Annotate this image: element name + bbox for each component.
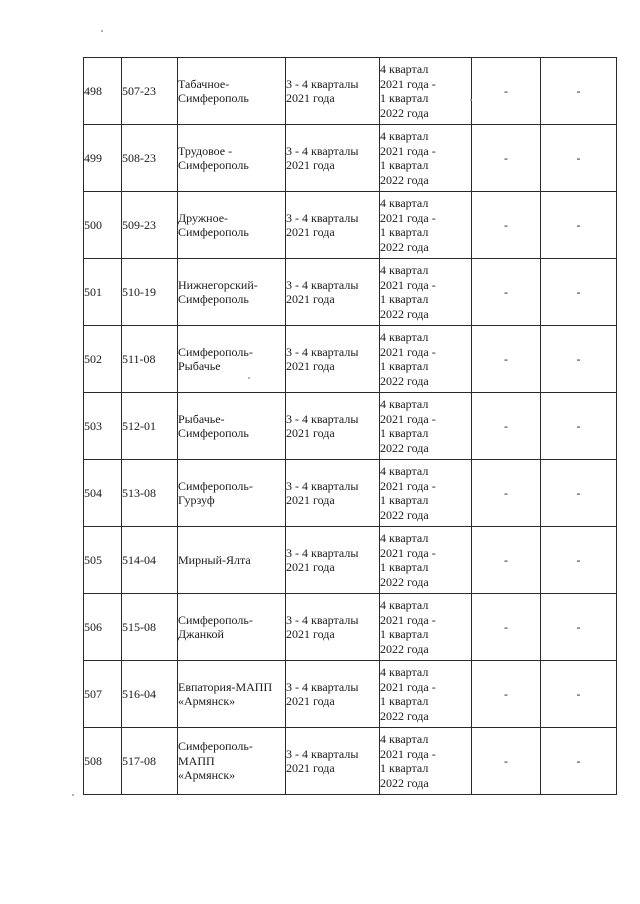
cell-route-code xyxy=(122,393,178,460)
cell-start-period-text: 3 - 4 кварталы 2021 года xyxy=(286,478,359,507)
cell-route-code-text: 508-23 xyxy=(122,150,156,165)
cell-row-number-text: 507 xyxy=(84,686,102,701)
cell-start-period xyxy=(286,58,380,125)
cell-end-period xyxy=(380,125,472,192)
cell-end-period-text: 4 квартал 2021 года - 1 квартал 2022 года xyxy=(380,464,436,522)
cell-route-name xyxy=(178,527,286,594)
cell-row-number xyxy=(84,728,122,795)
cell-column-6-text: - xyxy=(504,217,508,232)
cell-row-number-text: 501 xyxy=(84,284,102,299)
cell-row-number-text: 505 xyxy=(84,552,102,567)
cell-end-period-text: 4 квартал 2021 года - 1 квартал 2022 года xyxy=(380,196,436,254)
cell-column-7-text: - xyxy=(576,619,581,634)
cell-route-code xyxy=(122,259,178,326)
cell-row-number xyxy=(84,192,122,259)
cell-route-code-text: 511-08 xyxy=(122,351,156,366)
cell-column-6 xyxy=(472,661,541,728)
cell-column-6-text: - xyxy=(504,83,508,98)
cell-column-6-text: - xyxy=(504,619,508,634)
cell-start-period-text: 3 - 4 кварталы 2021 года xyxy=(286,612,359,641)
cell-row-number xyxy=(84,125,122,192)
cell-route-name-text: Трудовое - Симферополь xyxy=(178,143,249,172)
scan-speck xyxy=(101,30,103,32)
cell-end-period xyxy=(380,460,472,527)
cell-end-period xyxy=(380,58,472,125)
table-row xyxy=(84,594,617,661)
cell-column-7-text: - xyxy=(576,753,581,768)
cell-column-7 xyxy=(541,326,617,393)
cell-column-7-text: - xyxy=(576,83,581,98)
cell-row-number-text: 506 xyxy=(84,619,102,634)
cell-route-code xyxy=(122,594,178,661)
cell-start-period xyxy=(286,661,380,728)
cell-column-7-text: - xyxy=(576,686,581,701)
cell-row-number xyxy=(84,527,122,594)
cell-column-7 xyxy=(541,728,617,795)
cell-column-7-text: - xyxy=(576,351,581,366)
cell-start-period xyxy=(286,460,380,527)
cell-route-code-text: 517-08 xyxy=(122,753,156,768)
cell-column-6 xyxy=(472,125,541,192)
cell-column-6-text: - xyxy=(504,150,508,165)
cell-column-6 xyxy=(472,192,541,259)
cell-column-7 xyxy=(541,393,617,460)
cell-end-period-text: 4 квартал 2021 года - 1 квартал 2022 года xyxy=(380,129,436,187)
cell-route-name-text: Дружное- Симферополь xyxy=(178,210,249,239)
cell-column-6-text: - xyxy=(504,351,508,366)
cell-start-period-text: 3 - 4 кварталы 2021 года xyxy=(286,679,359,708)
cell-row-number-text: 499 xyxy=(84,150,102,165)
cell-column-6 xyxy=(472,728,541,795)
cell-row-number xyxy=(84,393,122,460)
cell-column-6 xyxy=(472,594,541,661)
cell-column-7 xyxy=(541,192,617,259)
cell-column-7-text: - xyxy=(576,284,581,299)
cell-route-code-text: 513-08 xyxy=(122,485,156,500)
cell-column-7 xyxy=(541,125,617,192)
cell-column-7-text: - xyxy=(576,418,581,433)
cell-column-6 xyxy=(472,326,541,393)
cell-route-code xyxy=(122,728,178,795)
cell-start-period xyxy=(286,393,380,460)
table-body xyxy=(84,58,617,795)
cell-route-code-text: 512-01 xyxy=(122,418,156,433)
cell-route-code xyxy=(122,326,178,393)
cell-end-period xyxy=(380,527,472,594)
cell-end-period xyxy=(380,259,472,326)
cell-route-name xyxy=(178,460,286,527)
cell-column-6 xyxy=(472,460,541,527)
scan-speck xyxy=(470,99,472,101)
cell-column-7 xyxy=(541,259,617,326)
cell-route-name-text: Рыбачье- Симферополь xyxy=(178,411,249,440)
cell-column-7 xyxy=(541,460,617,527)
cell-route-code xyxy=(122,527,178,594)
cell-column-7 xyxy=(541,58,617,125)
cell-route-name-text: Симферополь- МАПП «Армянск» xyxy=(178,739,253,783)
cell-route-code-text: 507-23 xyxy=(122,83,156,98)
table-row xyxy=(84,58,617,125)
cell-end-period xyxy=(380,661,472,728)
cell-column-6-text: - xyxy=(504,686,508,701)
cell-route-code xyxy=(122,661,178,728)
cell-column-6-text: - xyxy=(504,552,508,567)
cell-row-number-text: 502 xyxy=(84,351,102,366)
table-row xyxy=(84,661,617,728)
cell-route-code xyxy=(122,125,178,192)
cell-end-period-text: 4 квартал 2021 года - 1 квартал 2022 года xyxy=(380,263,436,321)
table-row xyxy=(84,728,617,795)
cell-route-name xyxy=(178,192,286,259)
cell-route-code-text: 509-23 xyxy=(122,217,156,232)
cell-row-number xyxy=(84,58,122,125)
cell-column-6 xyxy=(472,527,541,594)
cell-end-period xyxy=(380,326,472,393)
cell-end-period xyxy=(380,393,472,460)
table-row xyxy=(84,192,617,259)
cell-row-number xyxy=(84,326,122,393)
cell-column-6-text: - xyxy=(504,418,508,433)
scan-speck xyxy=(248,377,250,379)
cell-row-number xyxy=(84,661,122,728)
cell-start-period-text: 3 - 4 кварталы 2021 года xyxy=(286,277,359,306)
table-row xyxy=(84,527,617,594)
cell-route-code xyxy=(122,460,178,527)
cell-route-name-text: Симферополь- Джанкой xyxy=(178,612,253,641)
scan-speck xyxy=(72,794,74,796)
cell-start-period-text: 3 - 4 кварталы 2021 года xyxy=(286,210,359,239)
cell-end-period-text: 4 квартал 2021 года - 1 квартал 2022 года xyxy=(380,732,436,790)
cell-route-name-text: Табачное- Симферополь xyxy=(178,76,249,105)
cell-row-number xyxy=(84,259,122,326)
cell-column-6-text: - xyxy=(504,753,508,768)
cell-route-code-text: 514-04 xyxy=(122,552,156,567)
cell-end-period-text: 4 квартал 2021 года - 1 квартал 2022 года xyxy=(380,397,436,455)
cell-start-period-text: 3 - 4 кварталы 2021 года xyxy=(286,76,359,105)
route-schedule-table xyxy=(83,57,617,795)
cell-end-period xyxy=(380,594,472,661)
cell-route-name-text: Симферополь- Рыбачье xyxy=(178,344,253,373)
table-row xyxy=(84,460,617,527)
cell-row-number-text: 508 xyxy=(84,753,102,768)
cell-end-period xyxy=(380,192,472,259)
cell-start-period xyxy=(286,125,380,192)
cell-start-period-text: 3 - 4 кварталы 2021 года xyxy=(286,143,359,172)
cell-start-period xyxy=(286,259,380,326)
table-row xyxy=(84,125,617,192)
cell-start-period-text: 3 - 4 кварталы 2021 года xyxy=(286,344,359,373)
cell-route-name xyxy=(178,594,286,661)
cell-start-period xyxy=(286,527,380,594)
cell-end-period-text: 4 квартал 2021 года - 1 квартал 2022 года xyxy=(380,330,436,388)
cell-route-name xyxy=(178,125,286,192)
cell-route-name-text: Симферополь- Гурзуф xyxy=(178,478,253,507)
cell-end-period-text: 4 квартал 2021 года - 1 квартал 2022 года xyxy=(380,598,436,656)
cell-route-name xyxy=(178,728,286,795)
cell-column-6-text: - xyxy=(504,485,508,500)
cell-route-name xyxy=(178,259,286,326)
cell-end-period-text: 4 квартал 2021 года - 1 квартал 2022 года xyxy=(380,665,436,723)
cell-start-period xyxy=(286,326,380,393)
cell-route-name xyxy=(178,393,286,460)
cell-column-7-text: - xyxy=(576,485,581,500)
cell-start-period-text: 3 - 4 кварталы 2021 года xyxy=(286,545,359,574)
cell-column-7-text: - xyxy=(576,150,581,165)
cell-column-6 xyxy=(472,259,541,326)
cell-start-period xyxy=(286,728,380,795)
cell-route-name-text: Мирный-Ялта xyxy=(178,552,251,567)
cell-row-number xyxy=(84,594,122,661)
cell-route-name xyxy=(178,661,286,728)
cell-route-code-text: 510-19 xyxy=(122,284,156,299)
cell-row-number-text: 503 xyxy=(84,418,102,433)
cell-column-7 xyxy=(541,594,617,661)
cell-start-period-text: 3 - 4 кварталы 2021 года xyxy=(286,746,359,775)
cell-column-7 xyxy=(541,527,617,594)
cell-start-period xyxy=(286,192,380,259)
cell-route-name-text: Нижнегорский- Симферополь xyxy=(178,277,258,306)
cell-column-6 xyxy=(472,58,541,125)
cell-route-code xyxy=(122,58,178,125)
table-row xyxy=(84,393,617,460)
cell-route-name xyxy=(178,58,286,125)
cell-column-7-text: - xyxy=(576,217,581,232)
cell-end-period-text: 4 квартал 2021 года - 1 квартал 2022 года xyxy=(380,531,436,589)
cell-start-period-text: 3 - 4 кварталы 2021 года xyxy=(286,411,359,440)
cell-start-period xyxy=(286,594,380,661)
cell-route-code-text: 516-04 xyxy=(122,686,156,701)
cell-column-6-text: - xyxy=(504,284,508,299)
cell-route-code xyxy=(122,192,178,259)
cell-row-number-text: 500 xyxy=(84,217,102,232)
cell-row-number-text: 498 xyxy=(84,83,102,98)
cell-end-period-text: 4 квартал 2021 года - 1 квартал 2022 года xyxy=(380,62,436,120)
cell-route-name-text: Евпатория-МАПП «Армянск» xyxy=(178,679,273,708)
cell-row-number xyxy=(84,460,122,527)
table-row xyxy=(84,259,617,326)
cell-route-name xyxy=(178,326,286,393)
cell-end-period xyxy=(380,728,472,795)
cell-column-7-text: - xyxy=(576,552,581,567)
cell-route-code-text: 515-08 xyxy=(122,619,156,634)
table-row xyxy=(84,326,617,393)
cell-column-6 xyxy=(472,393,541,460)
cell-column-7 xyxy=(541,661,617,728)
cell-row-number-text: 504 xyxy=(84,485,102,500)
